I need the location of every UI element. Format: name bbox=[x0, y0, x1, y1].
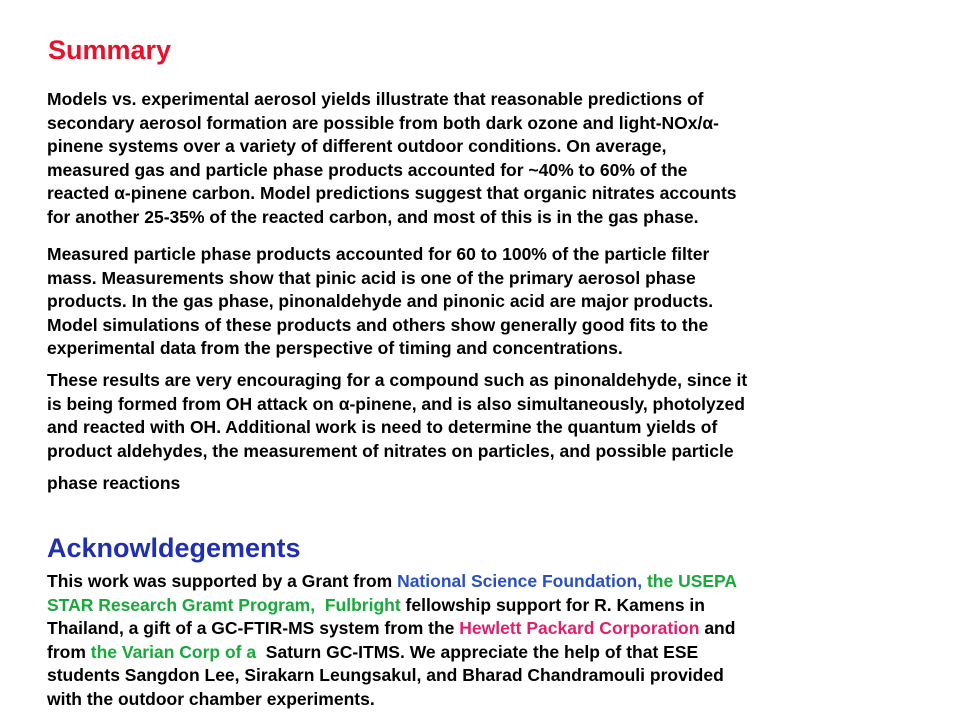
acknowledgements-paragraph bbox=[47, 570, 927, 711]
text-line: reacted α-pinene carbon. Model predictions suggest that organic nitrates accounts bbox=[47, 183, 737, 203]
usepa-link[interactable]: STAR Research Gramt Program, bbox=[47, 594, 316, 615]
text-line: mass. Measurements show that pinic acid is one of the primary aerosol phase bbox=[47, 267, 696, 288]
text-line: and reacted with OH. Additional work is need to determine the quantum yields of bbox=[47, 417, 718, 437]
text-line bbox=[47, 570, 927, 594]
nsf-link[interactable]: National Science Foundation, bbox=[397, 571, 643, 591]
plain-text: fellowship support for R. Kamens in bbox=[400, 594, 705, 615]
text-line: pinene systems over a variety of different outdoor conditions. On average, bbox=[47, 136, 667, 156]
plain-text: Thailand, a gift of a GC-FTIR-MS system from the bbox=[47, 618, 460, 638]
text-line: experimental data from the perspective of timing and concentrations. bbox=[47, 338, 623, 358]
text-line: products. In the gas phase, pinonaldehyde and pinonic acid are major products. bbox=[47, 291, 714, 311]
text-line: Measured particle phase products accounted for 60 to 100% of the particle filter bbox=[47, 244, 710, 264]
text-line: students Sangdon Lee, Sirakarn Leungsakul, and Bharad Chandramouli provided bbox=[47, 665, 724, 685]
fulbright-link[interactable]: Fulbright bbox=[324, 594, 401, 615]
summary-paragraph-1 bbox=[47, 88, 927, 229]
text-line: with the outdoor chamber experiments. bbox=[47, 688, 375, 709]
text-line: product aldehydes, the measurement of nitrates on particles, and possible particle bbox=[47, 440, 734, 461]
text-line: These results are very encouraging for a compound such as pinonaldehyde, since it bbox=[47, 370, 748, 390]
acknowledgements-heading: Acknowldegements bbox=[47, 533, 301, 563]
summary-heading: Summary bbox=[48, 35, 172, 65]
varian-link[interactable]: the Varian Corp of a bbox=[90, 641, 261, 662]
text-line bbox=[47, 594, 927, 618]
text-line: is being formed from OH attack on α-pinene, and is also simultaneously, photolyzed bbox=[47, 393, 745, 414]
text-line bbox=[47, 617, 927, 641]
plain-text bbox=[315, 595, 325, 615]
text-line: Model simulations of these products and others show generally good fits to the bbox=[47, 314, 709, 335]
plain-text: Saturn GC-ITMS. We appreciate the help of that ESE bbox=[260, 641, 699, 662]
summary-paragraph-3 bbox=[47, 369, 927, 463]
text-line: for another 25-35% of the reacted carbon, and most of this is in the gas phase. bbox=[47, 206, 699, 227]
text-line: secondary aerosol formation are possible from both dark ozone and light-NOx/α- bbox=[47, 112, 719, 133]
text-line: measured gas and particle phase products accounted for ~40% to 60% of the bbox=[47, 159, 688, 180]
hewlett-packard-link[interactable]: Hewlett Packard Corporation bbox=[459, 618, 700, 638]
plain-text: and bbox=[699, 618, 736, 638]
plain-text: This work was supported by a Grant from bbox=[47, 571, 398, 591]
plain-text: from bbox=[47, 641, 91, 662]
usepa-link[interactable]: the USEPA bbox=[642, 571, 738, 591]
text-line bbox=[47, 641, 927, 665]
summary-paragraph-3-tail: phase reactions bbox=[47, 473, 181, 493]
text-line: Models vs. experimental aerosol yields illustrate that reasonable predictions of bbox=[47, 89, 704, 109]
summary-paragraph-2 bbox=[47, 243, 927, 361]
